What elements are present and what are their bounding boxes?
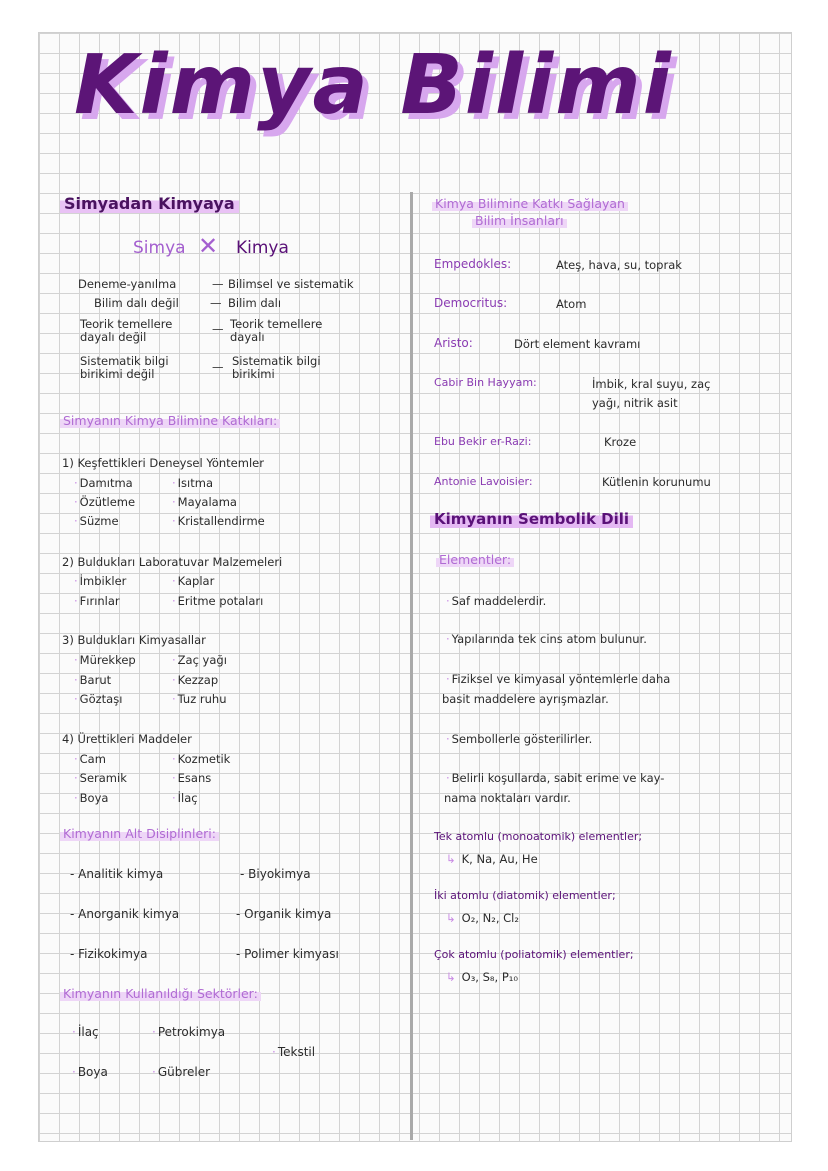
scientist-desc: İmbik, kral suyu, zaç [592, 377, 711, 391]
scientist-desc: Atom [556, 297, 587, 311]
simya-row-3: Teorik temellere dayalı değil [80, 317, 173, 344]
list-item: · Zaç yağı [172, 653, 227, 667]
list-item: · Kezzap [172, 673, 219, 687]
scientist-desc: Ateş, hava, su, toprak [556, 258, 682, 272]
simya-row-4: Sistematik bilgi birikimi değil [80, 354, 169, 381]
sector-item: · Boya [72, 1065, 108, 1079]
list-item: · Kaplar [172, 574, 215, 588]
section-heading-katkilar: Simyanın Kimya Bilimine Katkıları: [60, 413, 280, 428]
element-bullet: · Fiziksel ve kimyasal yöntemlerle daha [446, 672, 671, 686]
notebook-page: Kimya Bilimi Simyadan Kimyaya Simya ✕ Kimya Deneme-yanılma — Bilimsel ve sistematik Bilim dalı değil — Bilim dalı Teorik temellere dayalı değil — Teorik temellere dayalı Sistematik bilgi birikimi değil — Sistematik bilgi birikimi Simyanın Kimya Bilimine Katkıları: 1) Keşfettikleri Deneysel Yöntemler · Damıtma · Özütleme · Süzme · Isıtma · Mayalama · Kristallendirme 2) Buldukları Laboratuvar Malzemeleri · İmbikler · Fırınlar · Kaplar · Eritme potaları 3) Buldukları Kimyasallar · Mürekkep · Barut · Göztaşı · Zaç yağı · Kezzap · Tuz ruhu 4) Ürettikleri Maddeler · Cam · Seramik · Boya · Kozmetik · Esans · İlaç Kimyanın Alt Disiplinleri: - Analitik kimya - Biyokimya - Anorganik kimya - Organik kimya - Fizikokimya - Polimer kimyası Kimyanın Kullanıldığı Sektörler: · İlaç · Petrokimya · Tekstil · Boya · Gübreler Kimya Bilimine Katkı Sağlayan Bilim İnsanları Empedokles: Ateş, hava, su, toprak Democritus: Atom Aristo: Dört element kavramı Cabir Bin Hayyam: İmbik, kral suyu, zaç yağı, nitrik asit Ebu Bekir er-Razi: Kroze Antonie Lavoisier: Kütlenin korunumu Kimyanın Sembolik Dili Elementler: · Saf maddelerdir. · Yapılarında tek cins atom bulunur. · Fiziksel ve kimyasal yöntemlerle daha basit maddelere ayrışmazlar. · Sembollerle gösterilirler. · Belirli koşullarda, sabit erime ve kay- nama noktaları vardır. Tek atomlu (monoatomik) elementler; ↳ K, Na, Au, He İki atomlu (diatomik) elementler; ↳ O₂, N₂, Cl₂ Çok atomlu (poliatomik) elementler; ↳ O₃, S₈, P₁₀ [0, 0, 828, 1171]
group-title-2: 2) Buldukları Laboratuvar Malzemeleri [62, 555, 283, 569]
list-item: · Barut [74, 673, 112, 687]
element-type-label: Tek atomlu (monoatomik) elementler; [434, 830, 643, 843]
section-heading-sektorler: Kimyanın Kullanıldığı Sektörler: [60, 986, 261, 1001]
list-item: · İlaç [172, 791, 198, 805]
page-title: Kimya Bilimi [74, 38, 673, 133]
list-item: · Damıtma [74, 476, 133, 490]
section-heading-alt-disiplinler: Kimyanın Alt Disiplinleri: [60, 826, 219, 841]
subheading-elementler: Elementler: [436, 552, 514, 567]
element-type-example: ↳ K, Na, Au, He [446, 852, 538, 866]
group-title-4: 4) Ürettikleri Maddeler [62, 732, 192, 746]
list-item: · Seramik [74, 771, 127, 785]
kimya-row-3: Teorik temellere dayalı [230, 317, 323, 344]
section-heading-sembolik-dil: Kimyanın Sembolik Dili [430, 510, 633, 528]
discipline-item: - Biyokimya [240, 867, 311, 881]
list-item: · Süzme [74, 514, 119, 528]
scientist-name: Ebu Bekir er-Razi: [434, 435, 532, 448]
list-item: · Isıtma [172, 476, 213, 490]
section-heading-simyadan-kimyaya: Simyadan Kimyaya [60, 194, 239, 213]
scientist-name: Aristo: [434, 336, 473, 350]
discipline-item: - Analitik kimya [70, 867, 164, 881]
element-bullet: · Saf maddelerdir. [446, 594, 547, 608]
element-type-example: ↳ O₃, S₈, P₁₀ [446, 970, 518, 984]
list-item: · Mürekkep [74, 653, 136, 667]
simya-row-2: Bilim dalı değil [94, 296, 179, 310]
scientist-name: Empedokles: [434, 257, 512, 271]
list-item: · Boya [74, 791, 109, 805]
list-item: · Esans [172, 771, 212, 785]
list-item: · İmbikler [74, 574, 127, 588]
discipline-item: - Anorganik kimya [70, 907, 180, 921]
section-heading-bilim-insanlari-1: Kimya Bilimine Katkı Sağlayan [432, 196, 628, 211]
section-heading-bilim-insanlari-2: Bilim İnsanları [472, 213, 567, 228]
list-item: · Göztaşı [74, 692, 123, 706]
discipline-item: - Fizikokimya [70, 947, 148, 961]
element-bullet: · Sembollerle gösterilirler. [446, 732, 593, 746]
scientist-desc: Dört element kavramı [514, 337, 641, 351]
element-bullet-cont: basit maddelere ayrışmazlar. [442, 692, 609, 706]
element-type-label: İki atomlu (diatomik) elementler; [434, 889, 616, 902]
scientist-desc-cont: yağı, nitrik asit [592, 396, 678, 410]
scientist-desc: Kroze [604, 435, 637, 449]
scientist-name: Democritus: [434, 296, 508, 310]
sector-item: · İlaç [72, 1025, 99, 1039]
kimya-row-4: Sistematik bilgi birikimi [232, 354, 321, 381]
group-title-1: 1) Keşfettikleri Deneysel Yöntemler [62, 456, 264, 470]
list-item: · Mayalama [172, 495, 237, 509]
kimya-row-1: Bilimsel ve sistematik [228, 277, 354, 291]
discipline-item: - Polimer kimyası [236, 947, 339, 961]
discipline-item: - Organik kimya [236, 907, 332, 921]
list-item: · Eritme potaları [172, 594, 264, 608]
simya-label: Simya [133, 238, 186, 258]
simya-row-1: Deneme-yanılma [78, 277, 177, 291]
list-item: · Kozmetik [172, 752, 231, 766]
list-item: · Özütleme [74, 495, 136, 509]
column-divider [410, 192, 413, 1140]
cross-mark: ✕ [198, 232, 219, 260]
list-item: · Cam [74, 752, 106, 766]
list-item: · Fırınlar [74, 594, 120, 608]
sector-item: · Petrokimya [152, 1025, 226, 1039]
list-item: · Tuz ruhu [172, 692, 227, 706]
group-title-3: 3) Buldukları Kimyasallar [62, 633, 206, 647]
scientist-name: Antonie Lavoisier: [434, 475, 533, 488]
kimya-row-2: Bilim dalı [228, 296, 282, 310]
element-bullet: · Yapılarında tek cins atom bulunur. [446, 632, 647, 646]
element-bullet: · Belirli koşullarda, sabit erime ve kay- [446, 771, 665, 785]
element-type-label: Çok atomlu (poliatomik) elementler; [434, 948, 634, 961]
scientist-name: Cabir Bin Hayyam: [434, 376, 537, 389]
scientist-desc: Kütlenin korunumu [602, 475, 711, 489]
sector-item: · Tekstil [272, 1045, 316, 1059]
element-type-example: ↳ O₂, N₂, Cl₂ [446, 911, 519, 925]
element-bullet-cont: nama noktaları vardır. [444, 791, 571, 805]
kimya-label: Kimya [236, 238, 289, 258]
sector-item: · Gübreler [152, 1065, 211, 1079]
list-item: · Kristallendirme [172, 514, 265, 528]
